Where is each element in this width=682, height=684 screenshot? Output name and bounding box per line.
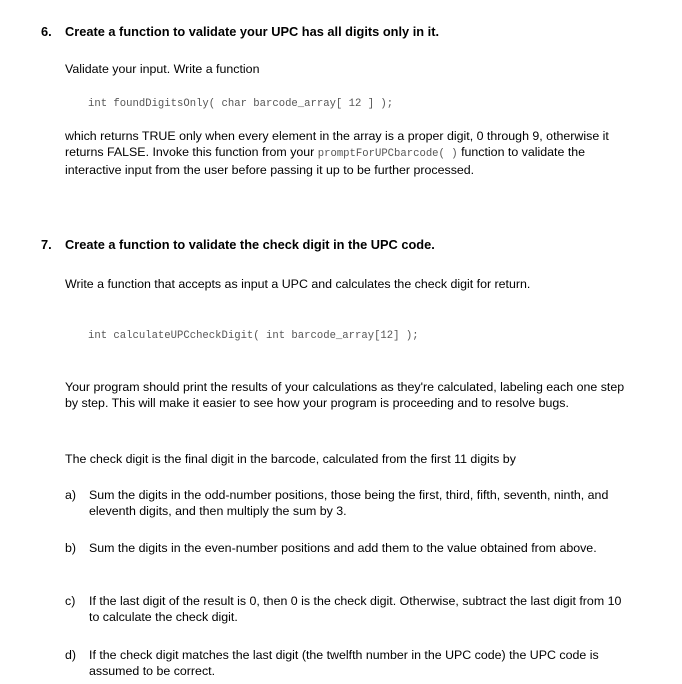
step-d <box>65 647 633 679</box>
section-6-intro: Validate your input. Write a function <box>65 62 260 76</box>
section-6-number: 6. <box>41 24 52 39</box>
step-b <box>65 540 605 556</box>
section-6-description-text-1: which returns TRUE only when every element in the array is a proper digit, 0 through 9, otherwise it returns FALSE. Invoke this function from your <box>65 129 609 159</box>
section-7-print-instructions: Your program should print the results of your calculations as they're calculated, labeling each one step by step. This will make it easier to see how your program is proceeding and to resolve bugs. <box>65 380 625 410</box>
step-a <box>65 487 650 519</box>
section-6-title: Create a function to validate your UPC has all digits only in it. <box>65 24 440 39</box>
section-6-heading <box>41 24 439 40</box>
step-a-marker: a) <box>65 488 77 502</box>
step-b-marker: b) <box>65 541 77 555</box>
section-7-heading <box>41 237 435 253</box>
step-c-marker: c) <box>65 594 76 608</box>
section-6-inline-code: promptForUPCbarcode( ) <box>317 148 458 160</box>
step-a-text: Sum the digits in the odd-number positions, those being the first, third, fifth, seventh, ninth, and eleventh digits, and then multiply the sum by 3. <box>89 488 609 518</box>
step-d-marker: d) <box>65 648 77 662</box>
section-7-code-signature: int calculateUPCcheckDigit( int barcode_array[12] ); <box>88 330 419 342</box>
section-6-code-signature: int foundDigitsOnly( char barcode_array[ 12 ] ); <box>88 98 394 110</box>
section-7-intro: Write a function that accepts as input a UPC and calculates the check digit for return. <box>65 277 531 291</box>
section-7-number: 7. <box>41 237 52 252</box>
section-6-description <box>65 128 625 178</box>
step-c <box>65 593 633 625</box>
section-7-title: Create a function to validate the check digit in the UPC code. <box>65 237 435 252</box>
section-6-description-text-2: function to validate the interactive input from the user before passing it up to be further processed. <box>65 145 586 177</box>
section-7-check-digit-intro: The check digit is the final digit in the barcode, calculated from the first 11 digits by <box>65 452 516 466</box>
step-c-text: If the last digit of the result is 0, then 0 is the check digit. Otherwise, subtract the last digit from 10 to calculate the check digit. <box>89 594 622 624</box>
step-d-text: If the check digit matches the last digit (the twelfth number in the UPC code) the UPC code is assumed to be correct. <box>89 648 599 678</box>
step-b-text: Sum the digits in the even-number positions and add them to the value obtained from above. <box>89 541 597 555</box>
